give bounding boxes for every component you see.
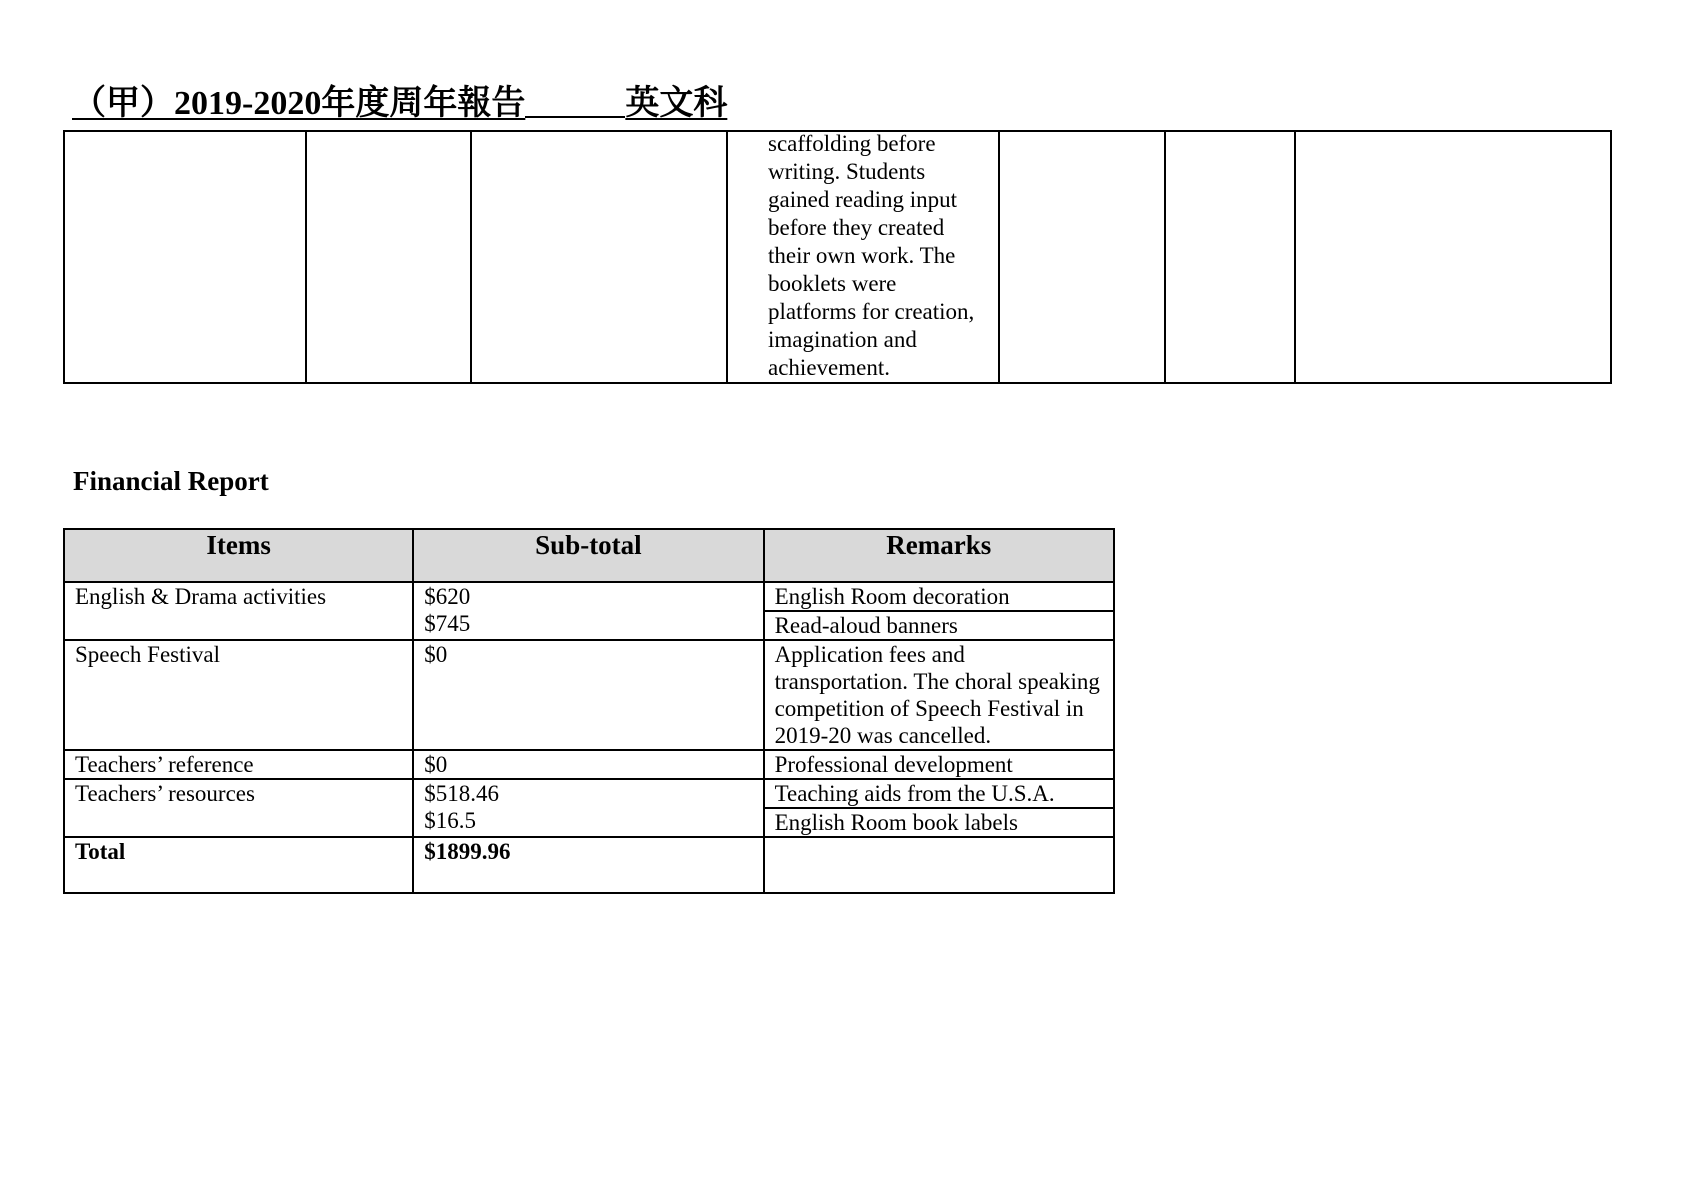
subject-title: 英文科 xyxy=(625,85,728,122)
subtotal-cell xyxy=(413,640,763,750)
remark-text: English Room decoration xyxy=(774,584,1010,609)
remarks-cell xyxy=(764,750,1114,779)
table-header-row xyxy=(64,529,1114,582)
remarks-cell xyxy=(764,779,1114,837)
item-cell: Teachers’ reference xyxy=(64,750,413,779)
subtotal-value: $16.5 xyxy=(424,808,477,833)
remark-text: Application fees and transportation. The choral speaking competition of Speech Festival in 2019-20 was cancelled. xyxy=(774,642,1100,748)
table-cell xyxy=(471,131,727,383)
item-cell: English & Drama activities xyxy=(64,582,413,640)
title-underline-gap xyxy=(525,82,625,118)
subtotal-cell xyxy=(413,779,763,837)
table-row xyxy=(64,750,1114,779)
table-cell xyxy=(64,131,306,383)
table-row xyxy=(64,131,1611,383)
remarks-cell xyxy=(764,640,1114,750)
subtotal-cell xyxy=(413,582,763,640)
table-cell xyxy=(999,131,1165,383)
total-remark xyxy=(764,837,1114,893)
table-cell xyxy=(306,131,472,383)
continuation-table xyxy=(63,130,1612,384)
page-header xyxy=(72,82,727,125)
remark-text: Professional development xyxy=(774,752,1013,777)
remark-text: Read-aloud banners xyxy=(765,610,1113,639)
column-header-remarks: Remarks xyxy=(764,529,1114,582)
column-header-subtotal: Sub-total xyxy=(413,529,763,582)
subtotal-value: $745 xyxy=(424,611,471,636)
subtotal-cell xyxy=(413,750,763,779)
table-row xyxy=(64,779,1114,837)
total-label: Total xyxy=(64,837,413,893)
remarks-cell xyxy=(764,582,1114,640)
item-cell: Teachers’ resources xyxy=(64,779,413,837)
item-cell: Speech Festival xyxy=(64,640,413,750)
financial-report-table xyxy=(63,528,1115,894)
remark-text: English Room book labels xyxy=(765,807,1113,836)
table-row xyxy=(64,640,1114,750)
table-cell xyxy=(1295,131,1611,383)
total-value: $1899.96 xyxy=(413,837,763,893)
continuation-text: scaffolding before writing. Students gained reading input before they created their own work. The booklets were platforms for creation, imagination and achievement. xyxy=(768,131,975,380)
total-row xyxy=(64,837,1114,893)
subtotal-value: $620 xyxy=(424,584,471,609)
subtotal-value: $0 xyxy=(424,642,448,667)
remark-text: Teaching aids from the U.S.A. xyxy=(774,781,1055,806)
column-header-items: Items xyxy=(64,529,413,582)
table-cell xyxy=(1165,131,1296,383)
subtotal-value: $518.46 xyxy=(424,781,500,806)
table-cell xyxy=(727,131,999,383)
subtotal-value: $0 xyxy=(424,752,448,777)
report-title: （甲）2019-2020年度周年報告 xyxy=(72,85,526,122)
table-row xyxy=(64,582,1114,640)
financial-report-heading: Financial Report xyxy=(73,466,269,496)
